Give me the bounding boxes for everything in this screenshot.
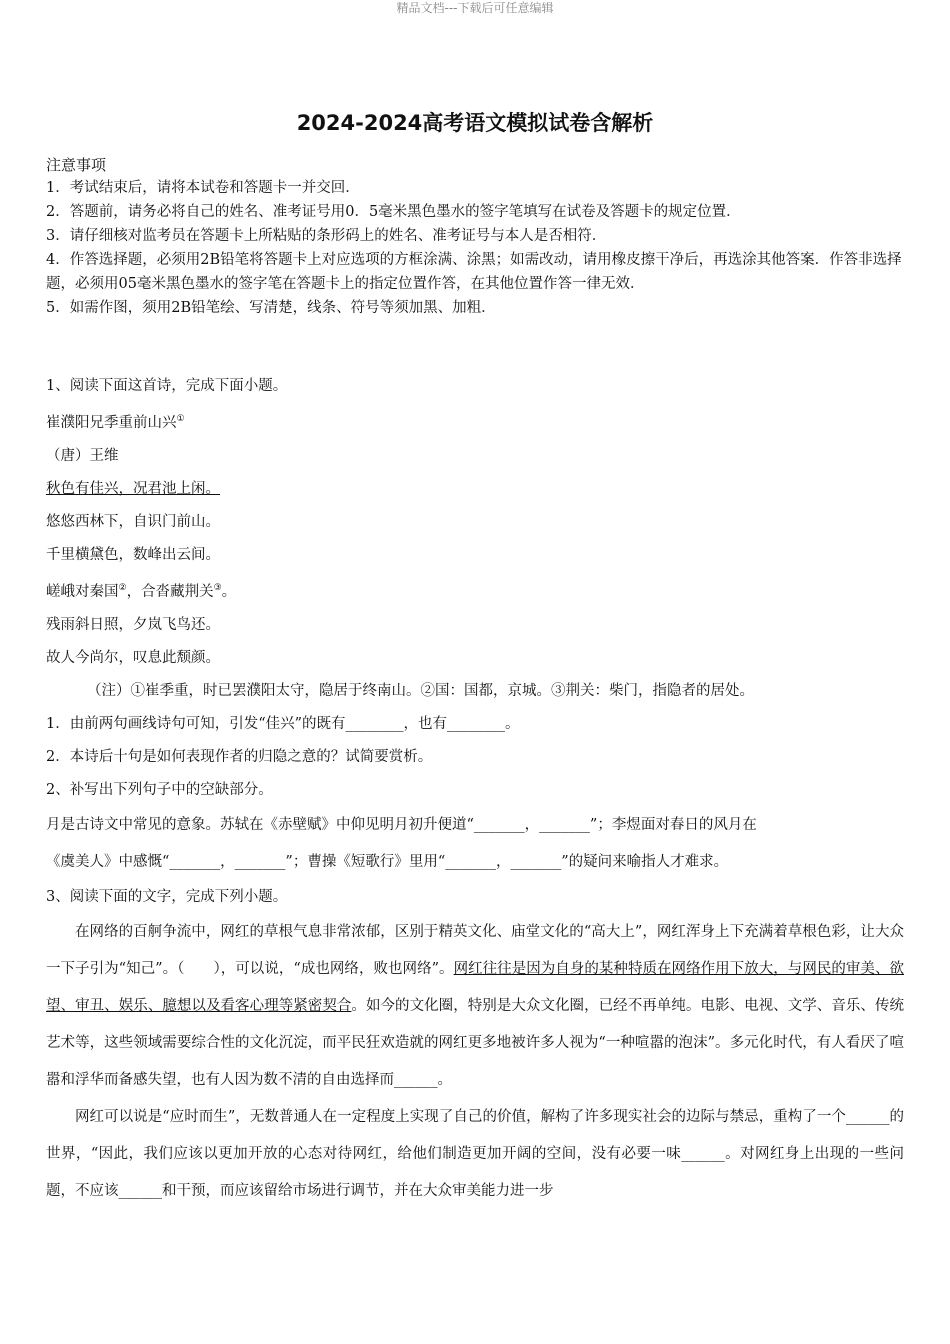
question-3-intro: 3、阅读下面的文字，完成下列小题。 (46, 888, 288, 905)
poem-note: （注）①崔季重，时已罢濮阳太守，隐居于终南山。②国：国都，京城。③荆关：柴门，指隐者的居处。 (87, 682, 754, 699)
question-2-line-2: 《虞美人》中感慨“_______，_______”；曹操《短歌行》里用“_______，_______”的疑问来喻指人才难求。 (46, 853, 729, 870)
question-1-sub-2: 2．本诗后十句是如何表现作者的归隐之意的？试简要赏析。 (46, 748, 433, 765)
notice-item: 4．作答选择题，必须用2B铅笔将答题卡上对应选项的方框涂满、涂黑；如需改动，请用橡皮擦干净后，再选涂其他答案．作答非选择题，必须用05毫米黑色墨水的签字笔在答题卡上的指定位置作答，在其他位置作答一律无效． (46, 252, 902, 292)
passage-paragraph-1: 在网络的百舸争流中，网红的草根气息非常浓郁，区别于精英文化、庙堂文化的“高大上”，网红浑身上下充满着草根色彩，让大众一下子引为“知己”。（ ），可以说，“成也网络，败也网络”。网红往往是因为自身的某种特质在网络作用下放大，与网民的审美、欲望、审丑、娱乐、臆想以及看客心理等紧密契合。如今的文化圈，特别是大众文化圈，已经不再单纯。电影、电视、文学、音乐、传统艺术等，这些领域需要综合性的文化沉淀，而平民狂欢造就的网红更多地被许多人视为“一种喧嚣的泡沫”。多元化时代，有人看厌了喧嚣和浮华而备感失望，也有人因为数不清的自由选择而______。 (46, 923, 904, 1088)
poem-author: （唐）王维 (46, 447, 119, 464)
question-2-intro: 2、补写出下列句子中的空缺部分。 (46, 781, 273, 798)
notice-item: 5．如需作图，须用2B铅笔绘、写清楚，线条、符号等须加黑、加粗． (46, 300, 496, 316)
notice-list (46, 176, 904, 320)
poem-line-5: 残雨斜日照，夕岚飞鸟还。 (46, 616, 220, 633)
question-1-sub-1: 1．由前两句画线诗句可知，引发“佳兴”的既有________，也有________。 (46, 715, 520, 732)
page-title: 2024-2024高考语文模拟试卷含解析 (296, 111, 654, 135)
notice-item: 2．答题前，请务必将自己的姓名、准考证号用0．5毫米黑色墨水的签字笔填写在试卷及答题卡的规定位置． (46, 204, 741, 220)
poem-line-3: 千里横黛色，数峰出云间。 (46, 546, 220, 563)
document-page (46, 110, 904, 1210)
poem-line-1: 秋色有佳兴，况君池上闲。 (46, 480, 220, 497)
poem-line-4: 嵯峨对秦国②，合沓藏荆关③。 (46, 582, 237, 600)
underlined-sentence: 网红往往是因为自身的某种特质在网络作用下放大，与网民的审美、欲望、审丑、娱乐、臆想以及看客心理等紧密契合 (46, 960, 904, 1014)
poem-title: 崔濮阳兄季重前山兴① (46, 414, 185, 431)
header-note: 精品文档---下载后可任意编辑 (396, 1, 554, 15)
poem-line-2: 悠悠西林下，自识门前山。 (46, 513, 220, 530)
notice-item: 3．请仔细核对监考员在答题卡上所粘贴的条形码上的姓名、准考证号与本人是否相符． (46, 228, 607, 244)
question-2-line-1: 月是古诗文中常见的意象。苏轼在《赤壁赋》中仰见明月初升便道“_______，_______”；李煜面对春日的风月在 (46, 816, 757, 833)
notice-heading: 注意事项 (46, 156, 107, 174)
notice-item: 1．考试结束后，请将本试卷和答题卡一并交回． (46, 180, 360, 196)
poem-line-6: 故人今尚尔，叹息此颓颜。 (46, 649, 220, 666)
passage-paragraph-2: 网红可以说是“应时而生”，无数普通人在一定程度上实现了自己的价值，解构了许多现实社会的边际与禁忌，重构了一个______的世界，“因此，我们应该以更加开放的心态对待网红，给他们制造更加开阔的空间，没有必要一味______。对网红身上出现的一些问题，不应该______和干预，而应该留给市场进行调节，并在大众审美能力进一步 (46, 1108, 904, 1199)
question-1-intro: 1、阅读下面这首诗，完成下面小题。 (46, 378, 288, 394)
